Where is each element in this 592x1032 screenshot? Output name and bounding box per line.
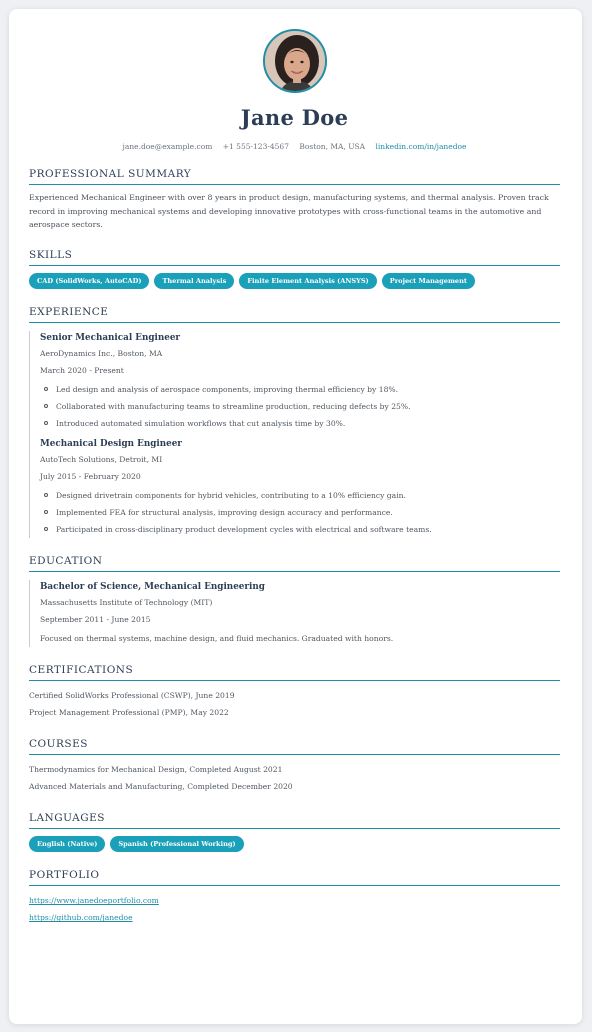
job-dates: March 2020 - Present <box>40 366 124 376</box>
section-title: CERTIFICATIONS <box>29 664 560 681</box>
profile-photo-image <box>265 31 327 93</box>
languages-section <box>29 812 560 852</box>
skills-section <box>29 249 560 289</box>
job-bullet: Designed drivetrain components for hybrid vehicles, contributing to a 10% efficiency gain. <box>40 487 560 504</box>
skill-pill: Finite Element Analysis (ANSYS) <box>239 273 376 289</box>
skill-pill: CAD (SolidWorks, AutoCAD) <box>29 273 149 289</box>
certification-item: Certified SolidWorks Professional (CSWP), June 2019 <box>29 691 235 701</box>
skill-pill: Project Management <box>382 273 475 289</box>
job-company: AutoTech Solutions, Detroit, MI <box>40 454 163 464</box>
language-pill: Spanish (Professional Working) <box>110 836 243 852</box>
contact-linkedin-link[interactable]: linkedin.com/in/janedoe <box>375 142 467 151</box>
education-dates: September 2011 - June 2015 <box>40 615 151 625</box>
contact-line <box>29 142 560 151</box>
section-title: LANGUAGES <box>29 812 560 829</box>
contact-phone: +1 555-123-4567 <box>222 142 289 151</box>
job-role: Mechanical Design Engineer <box>40 438 182 449</box>
summary-text: Experienced Mechanical Engineer with over 8 years in product design, manufacturing systems, and thermal analysis. Proven track record in improving mechanical systems and developing innovative prototypes with cross-functional teams in the automotive and aerospace sectors. <box>29 193 549 230</box>
job-bullet: Implemented FEA for structural analysis, improving design accuracy and performance. <box>40 504 560 521</box>
github-link[interactable]: https://github.com/janedoe <box>29 913 133 923</box>
resume-card <box>9 9 582 1024</box>
candidate-name: Jane Doe <box>240 105 349 130</box>
course-item: Advanced Materials and Manufacturing, Completed December 2020 <box>29 782 293 792</box>
profile-photo <box>263 29 327 93</box>
job-company: AeroDynamics Inc., Boston, MA <box>40 348 163 358</box>
job-bullet: Participated in cross-disciplinary product development cycles with electrical and software teams. <box>40 521 560 538</box>
contact-email[interactable]: jane.doe@example.com <box>122 142 213 151</box>
education-note: Focused on thermal systems, machine design, and fluid mechanics. Graduated with honors. <box>40 633 394 643</box>
section-title: EDUCATION <box>29 555 560 572</box>
job-bullet: Collaborated with manufacturing teams to streamline production, reducing defects by 25%. <box>40 398 560 415</box>
education-entry <box>29 580 560 648</box>
section-title: PORTFOLIO <box>29 869 560 886</box>
section-title: PROFESSIONAL SUMMARY <box>29 168 560 185</box>
education-section <box>29 555 560 648</box>
contact-location: Boston, MA, USA <box>299 142 366 151</box>
course-item: Thermodynamics for Mechanical Design, Completed August 2021 <box>29 765 283 775</box>
courses-section <box>29 738 560 795</box>
language-pill: English (Native) <box>29 836 105 852</box>
experience-section <box>29 306 560 538</box>
school: Massachusetts Institute of Technology (MIT) <box>40 597 213 607</box>
degree: Bachelor of Science, Mechanical Engineering <box>40 581 265 592</box>
skill-pill: Thermal Analysis <box>154 273 234 289</box>
job-role: Senior Mechanical Engineer <box>40 332 181 343</box>
job-bullet: Introduced automated simulation workflows that cut analysis time by 30%. <box>40 415 560 432</box>
section-title: EXPERIENCE <box>29 306 560 323</box>
portfolio-link[interactable]: https://www.janedoeportfolio.com <box>29 896 159 906</box>
certification-item: Project Management Professional (PMP), May 2022 <box>29 708 229 718</box>
certifications-section <box>29 664 560 721</box>
job-bullet: Led design and analysis of aerospace components, improving thermal efficiency by 18%. <box>40 381 560 398</box>
section-title: SKILLS <box>29 249 560 266</box>
summary-section <box>29 168 560 232</box>
job-dates: July 2015 - February 2020 <box>40 472 141 482</box>
experience-entry <box>29 331 560 538</box>
portfolio-section <box>29 869 560 926</box>
section-title: COURSES <box>29 738 560 755</box>
